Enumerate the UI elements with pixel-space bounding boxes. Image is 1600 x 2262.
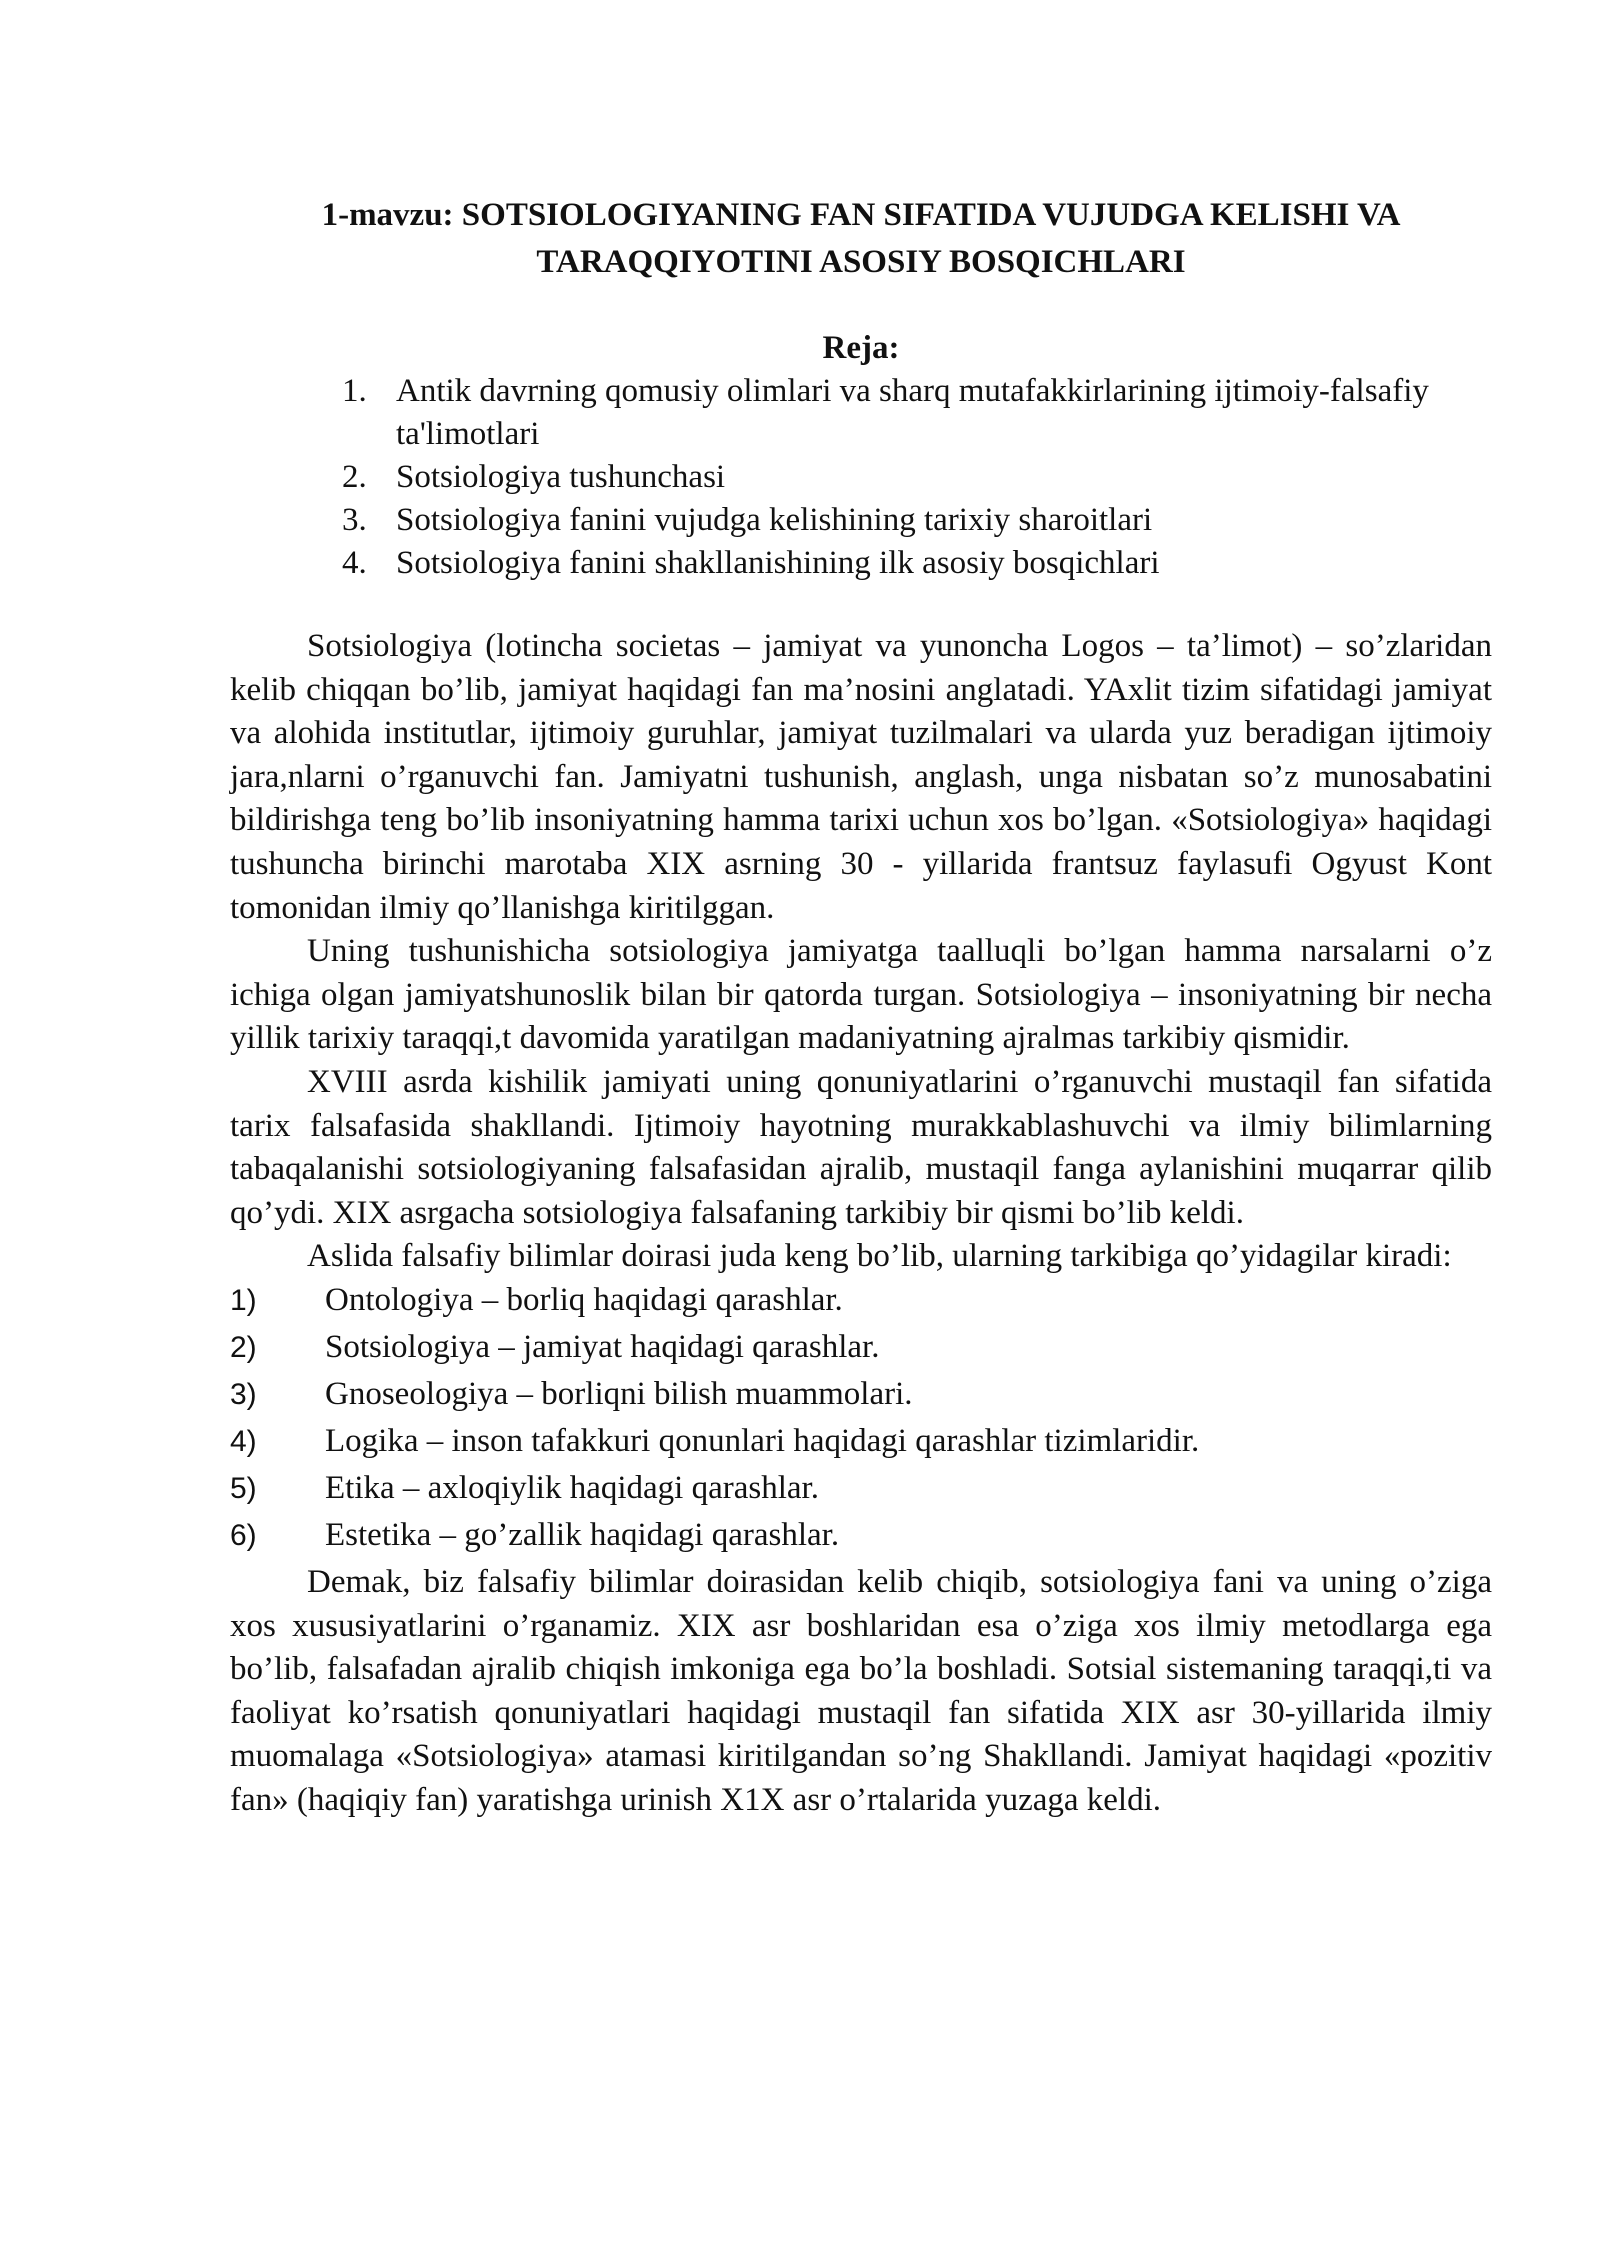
list-item <box>230 1373 1492 1416</box>
list-item-text: Gnoseologiya – borliqni bilish muammolari. <box>325 1375 913 1412</box>
list-item-number: 4) <box>230 1424 257 1458</box>
plan-item-text: Sotsiologiya fanini shakllanishining ilk asosiy bosqichlari <box>396 545 1160 581</box>
list-item-number: 5) <box>230 1471 257 1505</box>
list-item-number: 2) <box>230 1330 257 1364</box>
list-item <box>230 1467 1492 1510</box>
document-title <box>230 192 1492 286</box>
list-item-text: Logika – inson tafakkuri qonunlari haqidagi qarashlar tizimlaridir. <box>325 1422 1200 1459</box>
plan-item <box>342 542 1492 585</box>
plan-item-text: Antik davrning qomusiy olimlari va sharq mutafakkirlarining ijtimoiy-falsafiy ta'limotlari <box>396 373 1429 452</box>
list-item-text: Sotsiologiya – jamiyat haqidagi qarashlar. <box>325 1328 880 1365</box>
list-item-text: Ontologiya – borliq haqidagi qarashlar. <box>325 1281 843 1318</box>
document-body <box>230 625 1492 1822</box>
title-line-2: TARAQQIYOTINI ASOSIY BOSQICHLARI <box>536 244 1186 280</box>
list-item <box>230 1514 1492 1557</box>
paragraph: XVIII asrda kishilik jamiyati uning qonuniyatlarini o’rganuvchi mustaqil fan sifatida tarix falsafasida shakllandi. Ijtimoiy hayotning murakkablashuvchi va ilmiy bilimlarning tabaqalanishi sotsiologiyaning falsafasidan ajralib, mustaqil fanga aylanishini muqarrar qilib qo’ydi. XIX asrgacha sotsiologiya falsafaning tarkibiy bir qismi bo’lib keldi. <box>230 1063 1492 1231</box>
list-item <box>230 1279 1492 1322</box>
plan-item <box>342 370 1492 456</box>
list-item-number: 6) <box>230 1518 257 1552</box>
list-item-text: Estetika – go’zallik haqidagi qarashlar. <box>325 1516 840 1553</box>
plan-item-number: 2. <box>342 459 367 495</box>
list-item-number: 3) <box>230 1377 257 1411</box>
list-item-number: 1) <box>230 1283 257 1317</box>
plan-item <box>342 456 1492 499</box>
title-line-1: 1-mavzu: SOTSIOLOGIYANING FAN SIFATIDA VUJUDGA KELISHI VA <box>321 197 1401 233</box>
plan-item-number: 3. <box>342 502 367 538</box>
list-item <box>230 1326 1492 1369</box>
paragraph: Uning tushunishicha sotsiologiya jamiyatga taalluqli bo’lgan hamma narsalarni o’z ichiga olgan jamiyatshunoslik bilan bir qatorda turgan. Sotsiologiya – insoniyatning bir necha yillik tarixiy taraqqi,t davomida yaratilgan madaniyatning ajralmas tarkibiy qismidir. <box>230 933 1492 1057</box>
closing-paragraph: Demak, biz falsafiy bilimlar doirasidan kelib chiqib, sotsiologiya fani va uning o’ziga xos xususiyatlarini o’rganamiz. XIX asr boshlaridan esa o’ziga xos ilmiy metodlarga ega bo’lib, falsafadan ajralib chiqish imkoniga ega bo’la boshladi. Sotsial sistemaning taraqqi,ti va faoliyat ko’rsatish qonuniyatlari haqidagi mustaqil fan sifatida XIX asr 30-yillarida ilmiy muomalaga «Sotsiologiya» atamasi kiritilgandan so’ng Shakllandi. Jamiyat haqidagi «pozitiv fan» (haqiqiy fan) yaratishga urinish X1X asr o’rtalarida yuzaga keldi. <box>230 1563 1492 1818</box>
paragraph: Sotsiologiya (lotincha societas – jamiyat va yunoncha Logos – ta’limot) – so’zlaridan kelib chiqqan bo’lib, jamiyat haqidagi fan ma’nosini anglatadi. YAxlit tizim sifatidagi jamiyat va alohida institutlar, ijtimoiy guruhlar, jamiyat tuzilmalari va ularda yuz beradigan ijtimoiy jara,nlarni o’rganuvchi fan. Jamiyatni tushunish, anglash, unga nisbatan so’z munosabatini bildirishga teng bo’lib insoniyatning hamma tarixi uchun xos bo’lgan. «Sotsiologiya» haqidagi tushuncha birinchi marotaba XIX asrning 30 - yillarida frantsuz faylasufi Ogyust Kont tomonidan ilmiy qo’llanishga kiritilggan. <box>230 628 1492 926</box>
plan-heading: Reja: <box>822 330 900 366</box>
plan-item <box>342 499 1492 542</box>
plan-item-text: Sotsiologiya fanini vujudga kelishining tarixiy sharoitlari <box>396 502 1153 538</box>
list-item <box>230 1420 1492 1463</box>
paragraph: Aslida falsafiy bilimlar doirasi juda keng bo’lib, ularning tarkibiga qo’yidagilar kiradi: <box>307 1238 1452 1275</box>
plan-item-number: 4. <box>342 545 367 581</box>
philosophy-branches-list <box>230 1279 1492 1557</box>
plan-item-number: 1. <box>342 373 367 409</box>
list-item-text: Etika – axloqiylik haqidagi qarashlar. <box>325 1469 819 1506</box>
plan-item-text: Sotsiologiya tushunchasi <box>396 459 726 495</box>
plan-list <box>230 370 1492 585</box>
document-page <box>230 192 1492 1822</box>
